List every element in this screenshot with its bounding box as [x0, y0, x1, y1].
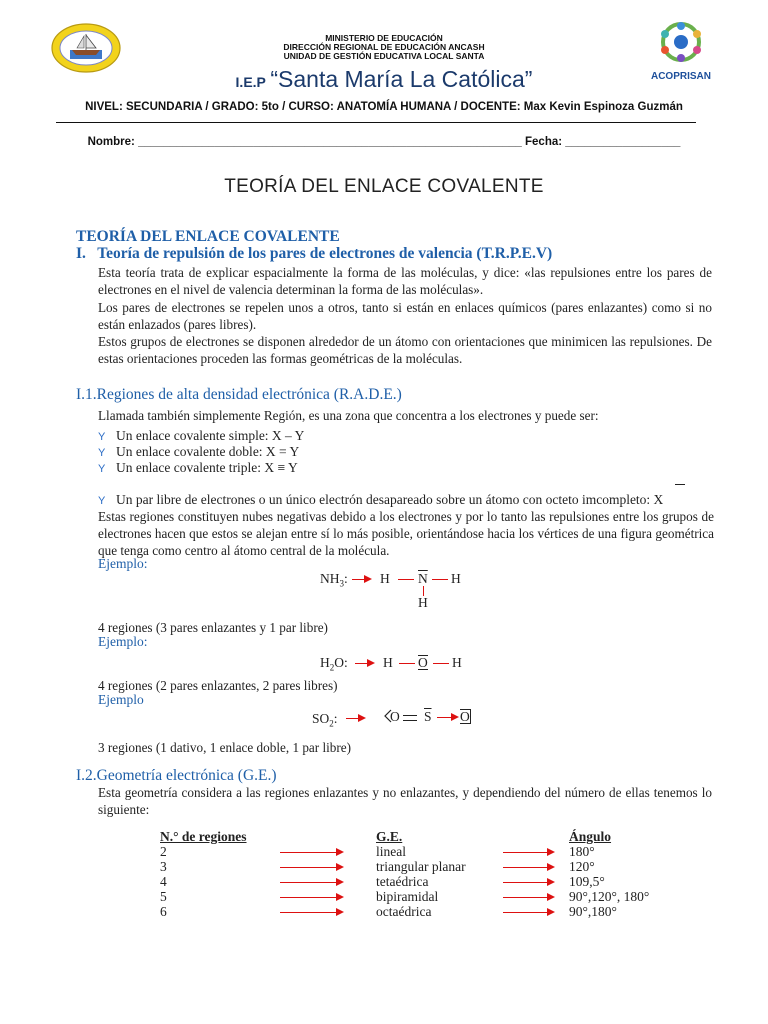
arrow-icon [503, 897, 553, 898]
cell-geometry: triangular planar [376, 859, 466, 874]
example-result-1: 4 regiones (3 pares enlazantes y 1 par libre) [98, 620, 328, 635]
bond-line [432, 579, 448, 580]
section-para-2: Los pares de electrones se repelen unos a otros, tanto si están en enlaces químicos (pares enlazantes) como si no están enlazados (pares libres). [98, 300, 712, 332]
section-para-3: Estos grupos de electrones se disponen alrededor de un átomo con orientaciones que minimicen las repulsiones. De estas orientaciones proceden las formas geométricas de la moléculas. [98, 334, 712, 366]
arrow-icon [280, 912, 342, 913]
cell-angle: 109,5° [569, 874, 605, 889]
bullet-icon: Y [98, 495, 106, 507]
example-label-1: Ejemplo: [98, 556, 148, 571]
example-label-2: Ejemplo: [98, 634, 148, 649]
cell-geometry: tetaédrica [376, 874, 429, 889]
cell-regions: 5 [160, 889, 167, 904]
cell-geometry: bipiramidal [376, 889, 439, 904]
so2-o1: O [390, 709, 400, 724]
cell-geometry: lineal [376, 844, 406, 859]
h2o-h1: H [383, 655, 393, 670]
arrow-icon [503, 882, 553, 883]
cell-angle: 120° [569, 859, 595, 874]
cell-angle: 90°,120°, 180° [569, 889, 650, 904]
rade-bullet-2 [98, 444, 299, 461]
acoprisan-label: ACOPRISAN [650, 71, 711, 82]
nh3-h3: H [418, 595, 428, 610]
header-line-2: DIRECCIÓN REGIONAL DE EDUCACIÓN ANCASH [283, 42, 485, 52]
arrow-icon [352, 579, 370, 580]
header-line-3: UNIDAD DE GESTIÓN EDUCATIVA LOCAL SANTA [283, 51, 485, 61]
bond-line [399, 663, 415, 664]
bullet-text: Un enlace covalente doble: X = Y [116, 444, 300, 459]
arrow-icon [280, 897, 342, 898]
example-result-3: 3 regiones (1 dativo, 1 enlace doble, 1 par libre) [98, 740, 352, 755]
so2-o2: O [460, 709, 470, 724]
table-header-ge: G.E. [376, 829, 403, 844]
rade-intro: Llamada también simplemente Región, es una zona que concentra a los electrones y puede ser: [98, 408, 599, 423]
nh3-h2: H [451, 571, 461, 586]
rade-bullet-3 [98, 460, 298, 477]
section-para-1: Esta teoría trata de explicar espacialmente la forma de las moléculas, y dice: «las repulsiones entre los pares de electrones en el nivel de valencia determinan la forma de las moléculas». [98, 265, 712, 297]
bullet-icon: Y [98, 431, 106, 443]
arrow-icon [355, 663, 373, 664]
h2o-h2: H [452, 655, 462, 670]
header-rule [56, 122, 696, 123]
nh3-center: $\overline{N}$ [418, 571, 428, 586]
rade-bullet-4 [98, 492, 718, 509]
page-title: TEORÍA DEL ENLACE COVALENTE [224, 176, 544, 197]
arrow-icon [437, 717, 457, 718]
cell-geometry: octaédrica [376, 904, 432, 919]
h2o-formula: $H_2O$: [320, 655, 348, 673]
example-result-2: 4 regiones (2 pares enlazantes, 2 pares libres) [98, 678, 338, 693]
school-name [0, 66, 768, 93]
bullet-text: Un par libre de electrones o un único electrón desapareado sobre un átomo con octeto imcompleto: X [116, 492, 664, 507]
section-heading: TEORÍA DEL ENLACE COVALENTE [76, 228, 340, 245]
iep-prefix: I.E.P [235, 74, 266, 90]
ge-intro: Esta geometría considera a las regiones enlazantes y no enlazantes, y dependiendo del número de ellas tenemos lo siguiente: [98, 785, 712, 817]
cell-regions: 4 [160, 874, 167, 889]
arrow-icon [346, 718, 364, 719]
rade-para: Estas regiones constituyen nubes negativas debido a los electrones y por lo tanto las repulsiones entre los grupos de electrones hacen que estos se alejan entre sí lo más posible, orientándose hacia los vértices de una figura geométrica que tenga como centro al átomo central de la molécula. [98, 509, 714, 558]
cell-angle: 180° [569, 844, 595, 859]
arrow-icon [280, 852, 342, 853]
so2-formula: $SO_2$: [312, 711, 338, 729]
rade-bullet-1 [98, 428, 304, 445]
arrow-icon [280, 882, 342, 883]
school-title: “Santa María La Católica” [270, 66, 533, 92]
arrow-icon [503, 867, 553, 868]
arrow-icon [503, 852, 553, 853]
arrow-icon [503, 912, 553, 913]
rade-heading: I.1.Regiones de alta densidad electrónica (R.A.D.E.) [76, 386, 402, 403]
bond-line [398, 579, 414, 580]
nh3-formula: $NH_3$: [320, 571, 348, 589]
course-meta: NIVEL: SECUNDARIA / GRADO: 5to / CURSO: ANATOMÍA HUMANA / DOCENTE: Max Kevin Espinoza Guzmán [85, 101, 683, 113]
h2o-center: O [418, 655, 428, 670]
header-line-1: MINISTERIO DE EDUCACIÓN [325, 33, 443, 43]
table-header-regions: N.° de regiones [160, 829, 247, 844]
cell-regions: 3 [160, 859, 167, 874]
name-date-field[interactable]: Nombre: ____________________________________________________________ Fecha: __________________ [87, 136, 681, 148]
bullet-icon: Y [98, 463, 106, 475]
arrow-icon [280, 867, 342, 868]
bullet-icon: Y [98, 447, 106, 459]
double-bond [403, 715, 417, 721]
so2-center: $\overline{S}$ [424, 709, 432, 724]
example-label-3: Ejemplo [98, 692, 144, 707]
lone-pair-mark [675, 484, 685, 485]
bond-line [433, 663, 449, 664]
nh3-h1: H [380, 571, 390, 586]
cell-angle: 90°,180° [569, 904, 617, 919]
cell-regions: 2 [160, 844, 167, 859]
ge-heading: I.2.Geometría electrónica (G.E.) [76, 767, 277, 784]
section-subheading: I. Teoría de repulsión de los pares de electrones de valencia (T.R.P.E.V) [76, 245, 553, 262]
table-header-angle: Ángulo [569, 829, 612, 844]
bullet-text: Un enlace covalente simple: X – Y [116, 428, 305, 443]
bullet-text: Un enlace covalente triple: X ≡ Y [116, 460, 298, 475]
cell-regions: 6 [160, 904, 167, 919]
